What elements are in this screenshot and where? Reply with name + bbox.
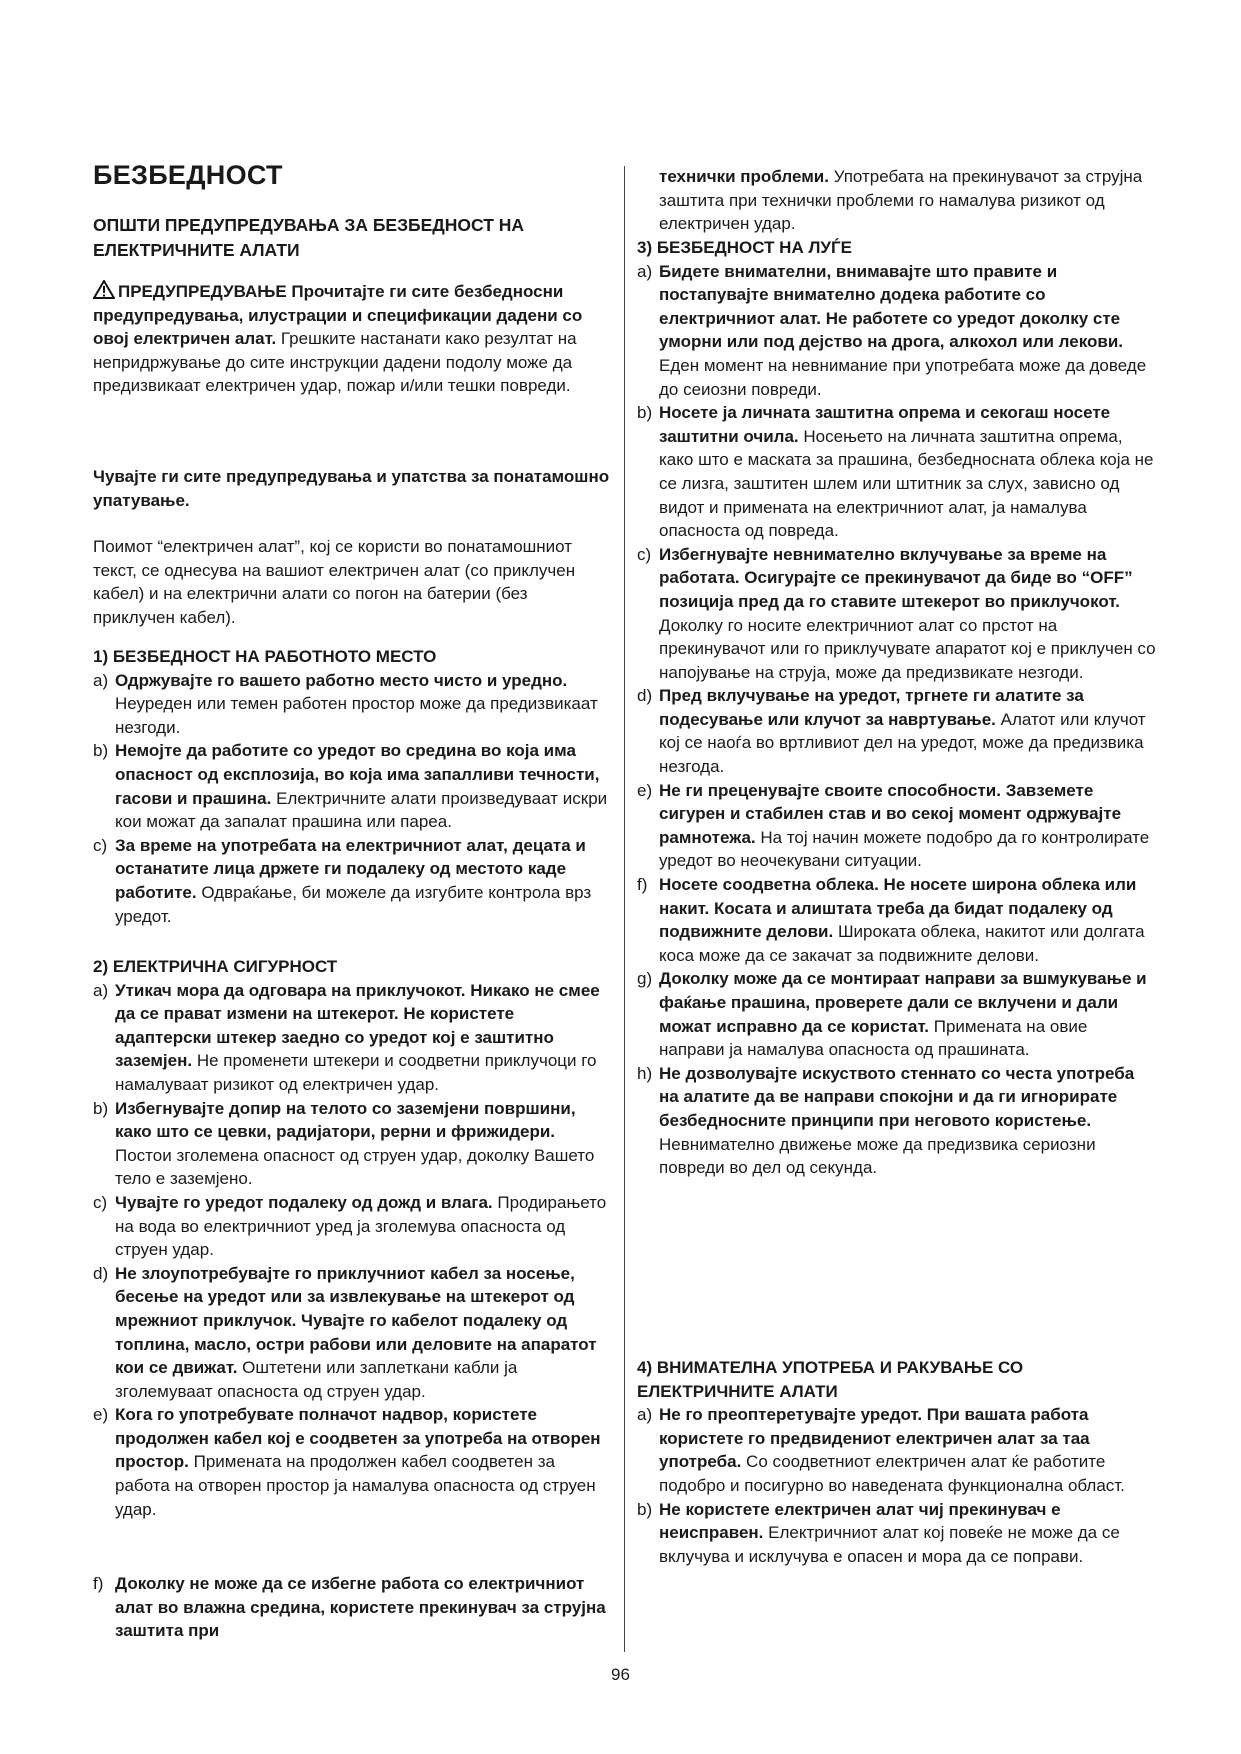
list-item: b) Избегнувајте допир на телото со заземјени површини, како што се цевки, радијатори, рерни и фрижидери. Постои зголемена опасност од струен удар, доколку Вашето тело е заземјено. <box>93 1098 595 1189</box>
section-heading: 1) БЕЗБЕДНОСТ НА РАБОТНОТО МЕСТО <box>93 647 437 666</box>
list-item: a) Утикач мора да одговара на приклучокот. Никако не смее да се прават измени на штекерот. Не користете адаптерски штекер заедно со уредот кој е заштитно заземјен. Не променети штекери и соодветни приклучоци го намалуваат ризикот од електричен удар. <box>93 980 600 1094</box>
list-item: g) Доколку може да се монтираат направи за вшмукување и фаќање прашина, проверете дали се вклучени и дали можат исправно да се користат. Примената на овие направи ја намалува опасноста од прашината. <box>637 969 1147 1060</box>
list-item: a) Не го преоптеретувајте уредот. При вашата работа користете го предвидениот електричен алат за таа употреба. Со соодветниот електричен алат ќе работите подобро и посигурно во наведената функционална област. <box>637 1405 1125 1495</box>
list-item: d) Не злоупотребувајте го приклучниот кабел за носење, бесење на уредот или за извлекување на штекерот од мрежниот приклучок. Чувајте го кабелот подалеку од топлина, масло, остри рабови или деловите на апаратот кои се движат. Оштетени или заплеткани кабли ја зголемуваат опасноста од струен удар. <box>93 1263 597 1401</box>
list-item: c) Чувајте го уредот подалеку од дожд и влага. Продирањето на вода во електричниот уред ја зголемува опасноста од струен удар. <box>93 1192 607 1260</box>
section-1 <box>93 645 613 928</box>
list-item: c) Избегнувајте невнимателно вклучување за време на работата. Осигурајте се прекинувачот да биде во “OFF” позиција пред да го ставите штекерот во приклучокот. Доколку го носите електричниот алат со прстот на прекинувачот или го приклучувате апаратот кој е приклучен со напојување на струја, може да предизвикате незгоди. <box>637 544 1156 682</box>
section-2-item-f-start <box>93 1572 613 1643</box>
list-item: e) Не ги преценувајте своите способности. Завземете сигурен и стабилен став и во секој момент одржувајте рамнотежа. На тој начин можете подобро да го контролирате уредот во неочекувани ситуации. <box>637 780 1150 871</box>
section-4 <box>637 1356 1157 1568</box>
warning-block <box>93 280 613 398</box>
warning-text: Грешките настанати како резултат на непридржување до сите инструкции дадени подолу може да предизвикаат електричен удар, пожар и/или тешки повреди. <box>93 329 577 396</box>
list-item: c) За време на употребата на електричниот алат, децата и останатите лица држете ги подалеку од местото каде работите. Одвраќање, би можеле да изгубите контрола врз уредот. <box>93 835 592 926</box>
section-heading: 2) ЕЛЕКТРИЧНА СИГУРНОСТ <box>93 957 338 976</box>
column-divider <box>624 166 625 1652</box>
list-item: a) Бидете внимателни, внимавајте што правите и постапувајте внимателно додека работите со електричниот алат. Не работете со уредот доколку сте уморни или под дејство на дрога, алкохол или лекови. Еден момент на невнимание при употребата може да доведе до сеиозни повреди. <box>637 261 1147 399</box>
list-item: b) Не користете електричен алат чиј прекинувач е неисправен. Електричниот алат кој повеќе не може да се вклучува и исклучува е опасен и мора да се поправи. <box>637 1499 1120 1566</box>
section-subtitle: ОПШТИ ПРЕДУПРЕДУВАЊА ЗА БЕЗБЕДНОСТ НА ЕЛЕКТРИЧНИТЕ АЛАТИ <box>93 215 525 260</box>
warning-icon <box>93 280 115 299</box>
page-number: 96 <box>611 1665 630 1684</box>
page-title: БЕЗБЕДНОСТ <box>93 160 283 190</box>
section-2-item-f-continued <box>637 165 1157 236</box>
keep-note: Чувајте ги сите предупредувања и упатства за понатамошно упатување. <box>93 467 610 510</box>
list-item-continued: технички проблеми. Употребата на прекинувачот за струјна заштита при технички проблеми го намалува ризикот од електричен удар. <box>659 167 1143 234</box>
list-item: b) Носете ја личната заштитна опрема и секогаш носете заштитни очила. Носењето на личната заштитна опрема, како што е маската за прашина, безбедносната облека која не се лизга, заштитен шлем или штитник за слух, зависно од видот и примената на електричниот алат, ја намалува опасноста од повреда. <box>637 403 1154 541</box>
list-item: h) Не дозволувајте искуството стеннато со честа употреба на алатите да ве направи спокојни и да ги игнорирате безбедносните принципи при неговото користење. Невнимателно движење може да предизвика сериозни повреди во дел од секунда. <box>637 1063 1135 1178</box>
section-heading: 3) БЕЗБЕДНОСТ НА ЛУЃЕ <box>637 238 852 257</box>
section-heading: 4) ВНИМАТЕЛНА УПОТРЕБА И РАКУВАЊЕ СО ЕЛЕКТРИЧНИТЕ АЛАТИ <box>637 1358 1024 1401</box>
section-2 <box>93 955 613 1521</box>
list-item: a) Одржувајте го вашето работно место чисто и уредно. Неуреден или темен работен простор може да предизвикаат незгоди. <box>93 670 598 737</box>
list-item: b) Немојте да работите со уредот во средина во која има опасност од експлозија, во која има запалливи течности, гасови и прашина. Електричните алати произведуваат искри кои можат да запалат прашина или пареа. <box>93 741 608 832</box>
warning-bold: ПРЕДУПРЕДУВАЊЕ Прочитајте ги сите безбедносни предупредувања, илустрации и спецификации дадени со овој електричен алат. <box>93 282 583 349</box>
section-3 <box>637 236 1157 1180</box>
list-item: f) Носете соодветна облека. Не носете широна облека или накит. Косата и алиштата треба да бидат подалеку од подвижните делови. Широката облека, накитот или долгата коса може да се закачат за подвижните делови. <box>637 875 1145 965</box>
list-item: f) Доколку не може да се избегне работа со електричниот алат во влажна средина, користете прекинувач за струјна заштита при <box>93 1574 606 1641</box>
list-item: e) Кога го употребувате полначот надвор, користете продолжен кабел кој е соодветен за употреба на отворен простор. Примената на продолжен кабел соодветен за работа на отворен простор ја намалува опасноста од струен удар. <box>93 1405 601 1519</box>
definition-paragraph: Поимот “електричен алат”, кој се користи во понатамошниот текст, се однесува на вашиот електричен алат (со приклучен кабел) и на електрични алати со погон на батерии (без приклучен кабел). <box>93 537 576 627</box>
list-item: d) Пред вклучување на уредот, тргнете ги алатите за подесување или клучот за навртување. Алатот или клучот кој се наоѓа во вртливиот дел на уредот, може да предизвика незгода. <box>637 686 1146 777</box>
